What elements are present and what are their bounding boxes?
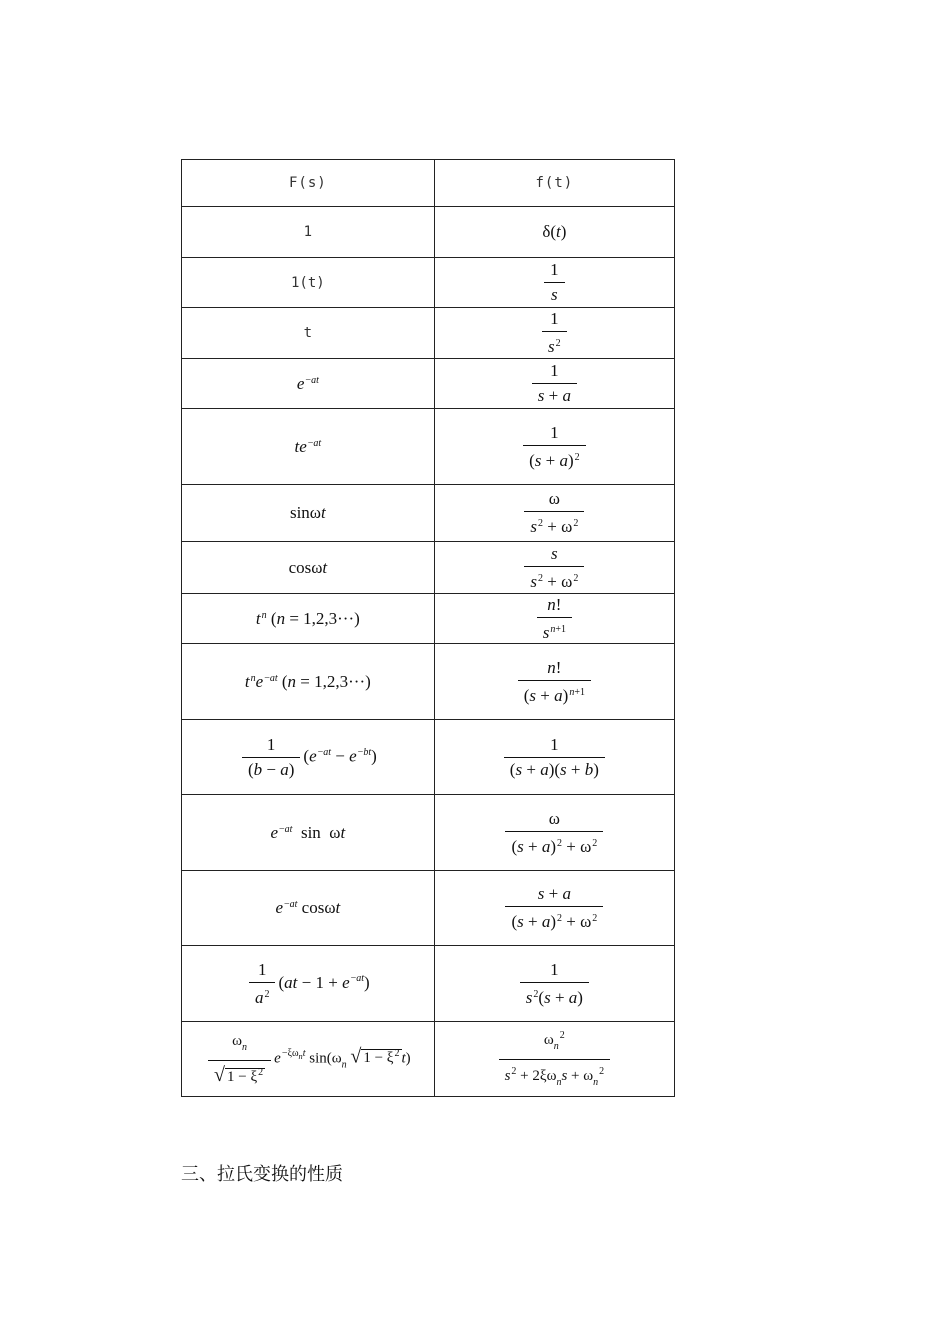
row-2-left: t bbox=[182, 308, 435, 359]
table-row bbox=[182, 871, 675, 946]
header-right: f(t) bbox=[434, 160, 674, 207]
row-4-right: $\frac{1}{(s + a)^2}$ bbox=[434, 409, 674, 485]
row-9-left: $\frac{1}{(b - a)}$ $(e^{-at} - e^{-bt})$ bbox=[182, 720, 435, 795]
row-12-left: $\frac{1}{a^2}$ $(at - 1 + e^{-at})$ bbox=[182, 946, 435, 1022]
row-9-right: $\frac{1}{(s + a)(s + b)}$ bbox=[434, 720, 674, 795]
table-row bbox=[182, 1022, 675, 1097]
row-6-right: $\frac{s}{s^2 + \omega^2}$ bbox=[434, 542, 674, 594]
row-0-left: 1 bbox=[182, 207, 435, 258]
row-1-right: $\frac{1}{s}$ bbox=[434, 258, 674, 308]
row-6-left: cosωt bbox=[182, 542, 435, 594]
table-row bbox=[182, 308, 675, 359]
row-11-left: $e^{-at}$ cosωt bbox=[182, 871, 435, 946]
row-11-right: $\frac{s + a}{(s + a)^2 + \omega^2}$ bbox=[434, 871, 674, 946]
row-5-right: $\frac{\omega}{s^2 + \omega^2}$ bbox=[434, 485, 674, 542]
row-13-right: $\frac{\omega_n^2}{s^2 + 2\xi\omega_ns + \omega_n^2}$ bbox=[434, 1022, 674, 1097]
row-5-left: sinωt bbox=[182, 485, 435, 542]
section-heading: 三、拉氏变换的性质 bbox=[181, 1164, 343, 1185]
row-8-right: $\frac{n!}{(s + a)^{n+1}}$ bbox=[434, 644, 674, 720]
table-row bbox=[182, 409, 675, 485]
table-row bbox=[182, 542, 675, 594]
row-2-right: $\frac{1}{s^2}$ bbox=[434, 308, 674, 359]
row-7-right: $\frac{n!}{s^{n+1}}$ bbox=[434, 594, 674, 644]
table-row bbox=[182, 946, 675, 1022]
row-12-right: $\frac{1}{s^2(s + a)}$ bbox=[434, 946, 674, 1022]
table-row bbox=[182, 207, 675, 258]
table-row bbox=[182, 485, 675, 542]
row-0-right: δ(t) bbox=[434, 207, 674, 258]
table-row bbox=[182, 644, 675, 720]
row-4-left: $te^{-at}$ bbox=[182, 409, 435, 485]
table-row bbox=[182, 359, 675, 409]
row-8-left: $t^ne^{-at}$ (n = 1,2,3···) bbox=[182, 644, 435, 720]
row-3-left: $e^{-at}$ bbox=[182, 359, 435, 409]
row-7-left: $t^n$ (n = 1,2,3···) bbox=[182, 594, 435, 644]
table-row bbox=[182, 594, 675, 644]
row-3-right: $\frac{1}{s + a}$ bbox=[434, 359, 674, 409]
row-1-left: 1(t) bbox=[182, 258, 435, 308]
table-row bbox=[182, 720, 675, 795]
table-row bbox=[182, 795, 675, 871]
row-13-left: $\frac{\omega_n}{√ 1 - \xi^2}$ $e^{-\xi\omega_nt}$ $\sin(\omega_n$ √ $1 - \xi^2$ t) bbox=[182, 1022, 435, 1097]
row-10-right: $\frac{\omega}{(s + a)^2 + \omega^2}$ bbox=[434, 795, 674, 871]
row-10-left: $e^{-at}$ sin ωt bbox=[182, 795, 435, 871]
table-header-row bbox=[182, 160, 675, 207]
header-left: F(s) bbox=[182, 160, 435, 207]
table-row bbox=[182, 258, 675, 308]
laplace-transform-table bbox=[181, 159, 675, 1097]
